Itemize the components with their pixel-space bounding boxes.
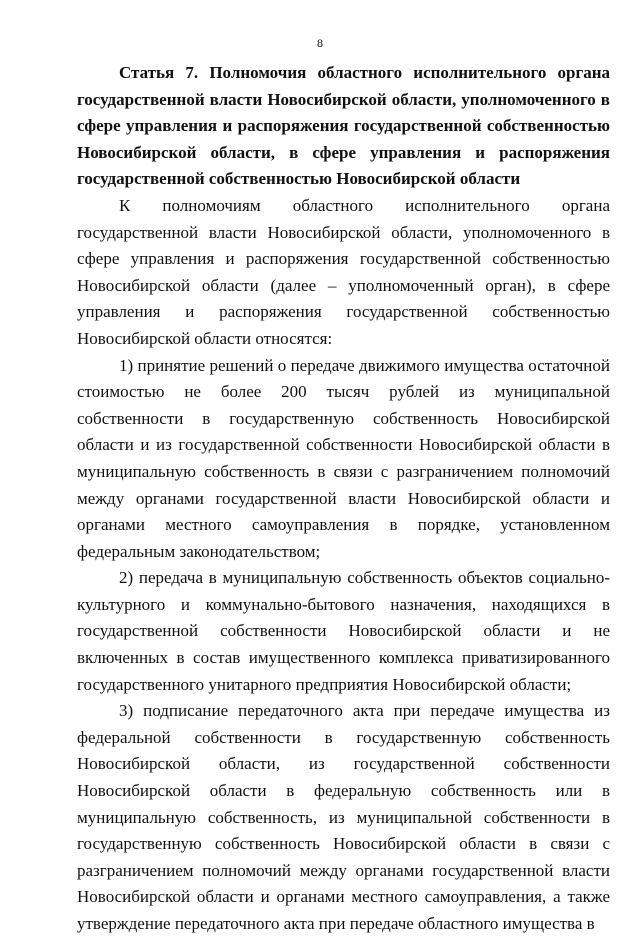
list-item-1: 1) принятие решений о передаче движимого имущества остаточной стоимостью не более 200 тысяч рублей из муниципальной собственности в государственную собственность Новосибирской области и из государственной собственности Новосибирской области в муниципальную собственность в связи с разграничением полномочий между органами государственной власти Новосибирской области и органами местного самоуправления в порядке, установленном федеральным законодательством; (77, 355, 610, 561)
document-body (77, 60, 610, 938)
article-intro-paragraph: К полномочиям областного исполнительного органа государственной власти Новосибирской области, уполномоченного в сфере управления и распоряжения государственной собственностью Новосибирской области (далее – уполномоченный орган), в сфере управления и распоряжения государственной собственностью Новосибирской области относятся: (77, 195, 610, 348)
page-number: 8 (317, 36, 323, 50)
article-heading: Статья 7. Полномочия областного исполнительного органа государственной власти Новосибирской области, уполномоченного в сфере управления и распоряжения государственной собственностью Новосибирской области, в сфере управления и распоряжения государственной собственностью Новосибирской области (77, 63, 610, 189)
list-item-3: 3) подписание передаточного акта при передаче имущества из федеральной собственности в государственную собственность Новосибирской области, из государственной собственности Новосибирской области в федеральную собственность или в муниципальную собственность, из муниципальной собственности в государственную собственность Новосибирской области в связи с разграничением полномочий между органами государственной власти Новосибирской области и органами местного самоуправления, а также утверждение передаточного акта при передаче областного имущества в (77, 701, 610, 933)
list-item-2: 2) передача в муниципальную собственность объектов социально-культурного и коммунально-бытового назначения, находящихся в государственной собственности Новосибирской области и не включенных в состав имущественного комплекса приватизированного государственного унитарного предприятия Новосибирской области; (77, 568, 610, 694)
